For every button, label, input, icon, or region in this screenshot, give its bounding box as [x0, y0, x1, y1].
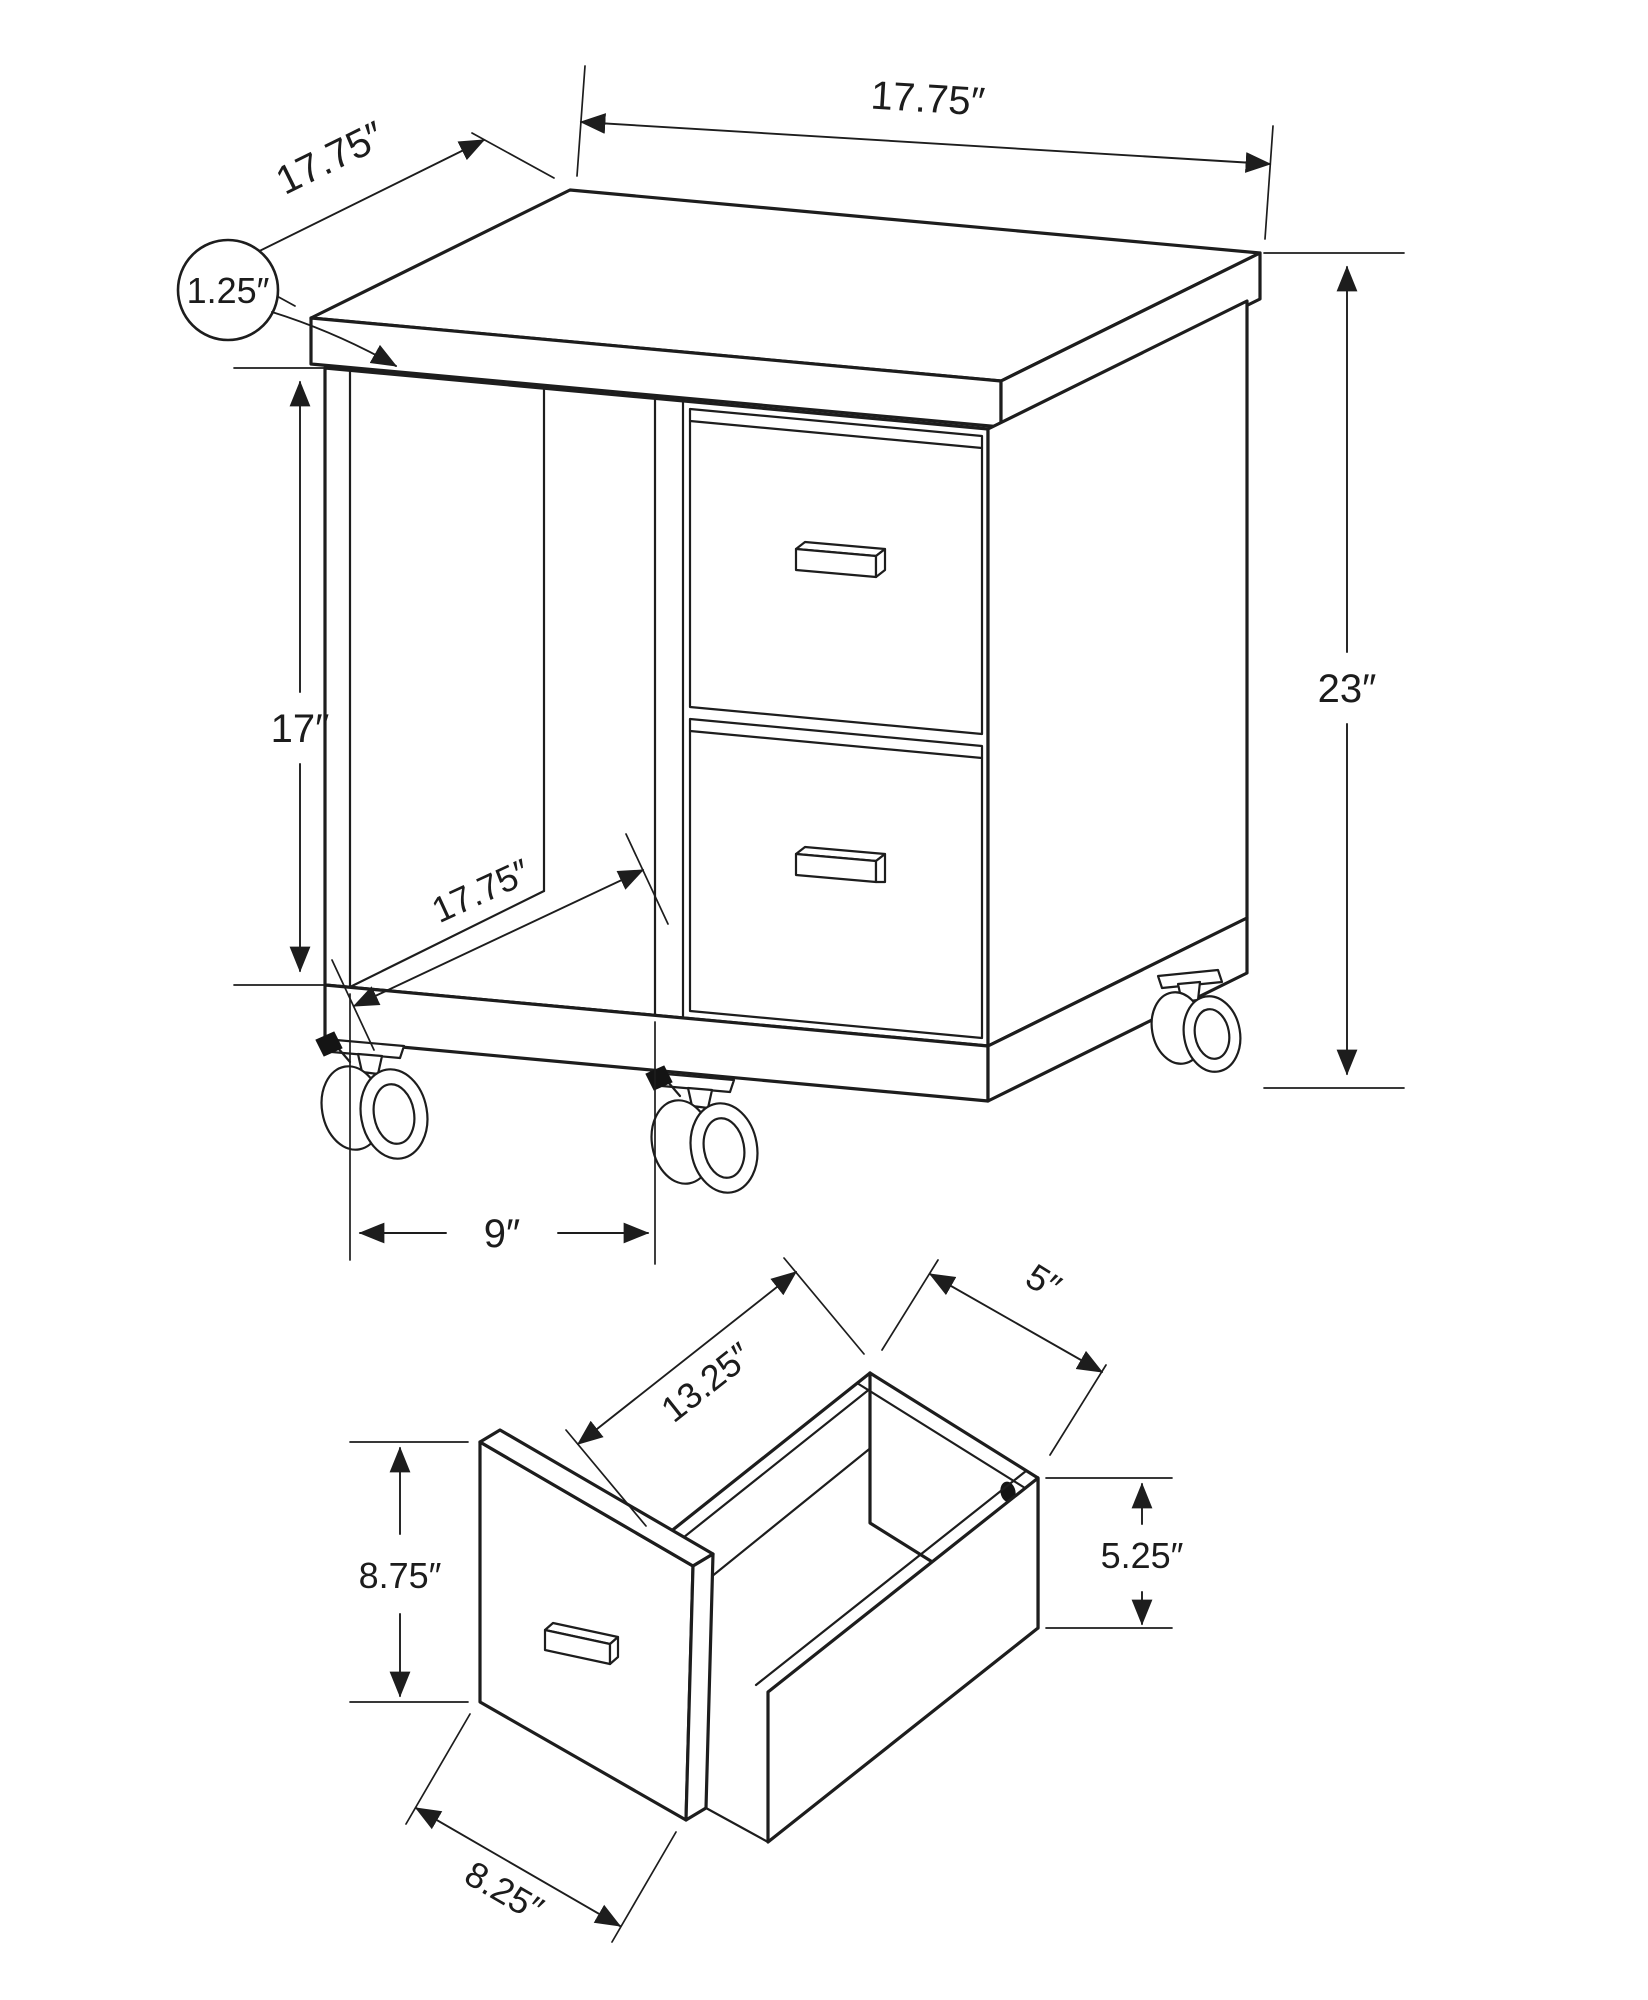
caster-back-right [1146, 970, 1246, 1076]
dim-opening-height [234, 368, 332, 985]
dim-label-drawer-length: 13.25″ [653, 1334, 760, 1431]
dimension-line [930, 1274, 1102, 1372]
dim-label-drawer-side-height: 5.25″ [1100, 1535, 1184, 1576]
dim-label-opening-height: 17″ [270, 707, 330, 751]
dim-label-drawer-front-width: 8.25″ [458, 1852, 551, 1930]
drawer-front-lower [690, 719, 982, 1038]
drawer-figure [350, 1255, 1184, 1942]
caster-front-middle [645, 1066, 764, 1198]
drawer-front-upper [690, 409, 982, 734]
dim-label-opening-width: 9″ [483, 1212, 521, 1256]
cabinet-figure [178, 66, 1404, 1264]
dim-total-height [1264, 253, 1404, 1088]
dim-label-top-width: 17.75″ [869, 73, 987, 125]
dim-label-top-thickness: 1.25″ [186, 270, 270, 311]
extension-line [612, 1832, 676, 1942]
extension-line [1265, 126, 1273, 239]
body-right-face [988, 301, 1247, 1046]
dim-label-interior-depth: 17.75″ [425, 850, 537, 931]
dim-drawer-side-height [1046, 1478, 1184, 1628]
dim-label-drawer-front-height: 8.75″ [358, 1555, 442, 1596]
box-bottom-near-edge [706, 1808, 768, 1842]
dim-label-top-depth: 17.75″ [269, 113, 392, 204]
dim-drawer-front-height [350, 1442, 468, 1702]
dim-drawer-length [566, 1258, 864, 1526]
drawer-front-panel [480, 1430, 713, 1820]
extension-line [577, 66, 585, 176]
dim-label-drawer-width: 5″ [1018, 1255, 1069, 1308]
caster-front-left [315, 1032, 434, 1164]
drawer-box [480, 1373, 1038, 1842]
extension-line [1050, 1365, 1106, 1455]
dimension-line [581, 122, 1270, 164]
lower-drawer-handle [796, 847, 885, 882]
dim-label-total-height: 23″ [1317, 667, 1377, 711]
cabinet-body [325, 301, 1247, 1101]
upper-drawer-handle [796, 542, 885, 577]
